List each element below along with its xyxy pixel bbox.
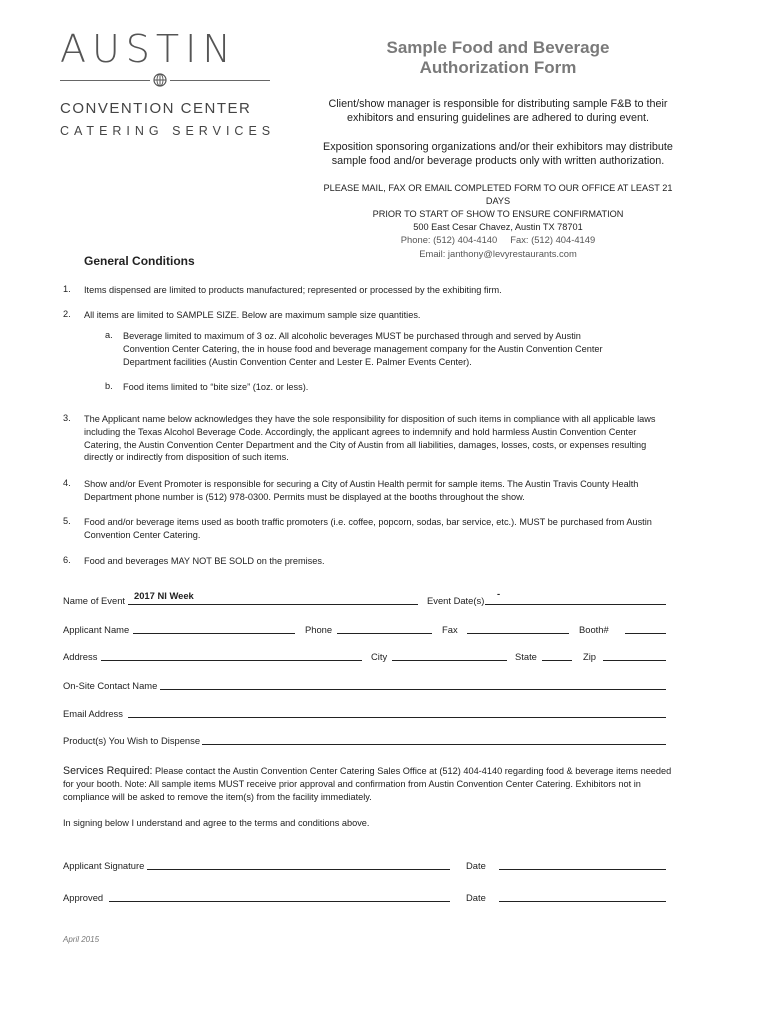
phone-field[interactable] (337, 633, 432, 634)
state-label: State (515, 651, 537, 662)
general-conditions-heading: General Conditions (84, 254, 195, 268)
address-field[interactable] (101, 660, 362, 661)
form-title-line1: Sample Food and Beverage (386, 38, 610, 57)
approved-date-field[interactable] (499, 901, 666, 902)
fax-field[interactable] (467, 633, 569, 634)
address-label: Address (63, 651, 98, 662)
logo-convention-center: CONVENTION CENTER (60, 100, 252, 117)
intro1-line1: Client/show manager is responsible for distributing sample F&B to their (328, 98, 668, 110)
condition-text: Items dispensed are limited to products manufactured; represented or processed by the exhibiting firm. (84, 285, 502, 295)
sub-condition-letter: b. (105, 381, 113, 391)
condition-number: 2. (63, 309, 71, 319)
email-address-field[interactable] (128, 717, 666, 718)
intro-paragraph-1 (318, 97, 678, 125)
condition-number: 5. (63, 516, 71, 526)
products-label: Product(s) You Wish to Dispense (63, 735, 201, 746)
approved-label: Approved (63, 892, 104, 903)
condition-text: Show and/or Event Promoter is responsible for securing a City of Austin Health permit for sample items. The Austin Travis County Health Department phone number is (512) 978-0300. Permits must be displayed at the booths throughout the show. (84, 479, 639, 502)
phone-label: Phone (305, 624, 333, 635)
services-required-text: Please contact the Austin Convention Center Catering Sales Office at (512) 404-4140 regarding food & beverage items needed for your booth. Note: All sample items MUST receive prior approval and confirmation from Austin Convention Center Catering. Exhibitors not in compliance will be asked to remove the item(s) from the facility immediately. (63, 766, 672, 803)
logo-divider-right (170, 80, 270, 81)
zip-field[interactable] (603, 660, 666, 661)
condition-number: 1. (63, 284, 71, 294)
name-of-event-value[interactable]: 2017 NI Week (134, 590, 194, 601)
event-dates-label: Event Date(s) (427, 595, 485, 606)
intro2-line1: Exposition sponsoring organizations and/or their exhibitors may distribute (323, 141, 673, 153)
approved-date-label: Date (466, 892, 486, 903)
city-field[interactable] (392, 660, 507, 661)
intro1-line2: exhibitors and ensuring guidelines are adhered to during event. (347, 112, 649, 124)
services-required-heading: Services Required: (63, 765, 153, 777)
logo-austin-text: AUSTIN (60, 27, 237, 71)
sub-condition-text: Food items limited to “bite size” (1oz. or less). (123, 382, 309, 392)
contact-info (318, 233, 678, 261)
revision-date: April 2015 (63, 935, 100, 944)
applicant-name-label: Applicant Name (63, 624, 130, 635)
name-of-event-label: Name of Event (63, 595, 126, 606)
notice-line1: PLEASE MAIL, FAX OR EMAIL COMPLETED FORM TO OUR OFFICE AT LEAST 21 DAYS (323, 183, 673, 206)
condition-text: Food and beverages MAY NOT BE SOLD on the premises. (84, 556, 325, 566)
zip-label: Zip (583, 651, 597, 662)
fax-label: Fax (442, 624, 458, 635)
services-required-paragraph (63, 765, 673, 805)
agreement-statement: In signing below I understand and agree to the terms and conditions above. (63, 818, 370, 828)
name-of-event-field[interactable] (128, 604, 418, 605)
booth-label: Booth# (579, 624, 609, 635)
applicant-signature-field[interactable] (147, 869, 450, 870)
logo-divider-left (60, 80, 150, 81)
notice-line2: PRIOR TO START OF SHOW TO ENSURE CONFIRMATION (372, 209, 624, 219)
submission-notice (318, 182, 678, 234)
condition-number: 6. (63, 555, 71, 565)
form-title (330, 38, 666, 78)
products-field[interactable] (202, 744, 666, 745)
condition-text: All items are limited to SAMPLE SIZE. Below are maximum sample size quantities. (84, 310, 421, 320)
applicant-signature-label: Applicant Signature (63, 860, 145, 871)
event-dates-value[interactable]: - (497, 588, 501, 599)
contact-email: Email: janthony@levyrestaurants.com (419, 248, 577, 259)
sub-condition-text: Beverage limited to maximum of 3 oz. All alcoholic beverages MUST be purchased through and served by Austin Convention Center Catering, the in house food and beverage management company for the Austin Convention Center Department facilities (Austin Convention Center and Lester E. Palmer Events Center). (123, 331, 603, 367)
intro-paragraph-2 (318, 140, 678, 168)
intro2-line2: sample food and/or beverage products only with written authorization. (331, 155, 665, 167)
onsite-contact-field[interactable] (160, 689, 666, 690)
signature-date-label: Date (466, 860, 486, 871)
sub-condition-letter: a. (105, 330, 113, 340)
globe-icon (153, 73, 167, 87)
condition-number: 3. (63, 413, 71, 423)
event-dates-field[interactable] (485, 604, 666, 605)
phone-fax: Phone: (512) 404-4140 Fax: (512) 404-4149 (400, 234, 596, 245)
office-address: 500 East Cesar Chavez, Austin TX 78701 (413, 222, 583, 232)
email-address-label: Email Address (63, 708, 123, 719)
applicant-name-field[interactable] (133, 633, 295, 634)
onsite-contact-label: On-Site Contact Name (63, 680, 158, 691)
city-label: City (371, 651, 388, 662)
condition-number: 4. (63, 478, 71, 488)
approved-signature-field[interactable] (109, 901, 450, 902)
state-field[interactable] (542, 660, 572, 661)
booth-field[interactable] (625, 633, 666, 634)
condition-text: The Applicant name below acknowledges they have the sole responsibility for disposition of such items in compliance with all applicable laws including the Texas Alcohol Beverage Code. Accordingly, the applicant agrees to indemnify and hold harmless Austin Convention Center Catering, the Austin Convention Center Department and the City of Austin from all liabilities, damages, losses, costs, or expenses resulting directly or indirectly from disposition of such items. (84, 414, 656, 463)
condition-text: Food and/or beverage items used as booth traffic promoters (i.e. coffee, popcorn, sodas, bar service, etc.). MUST be purchased from Austin Convention Center Catering. (84, 517, 652, 540)
form-title-line2: Authorization Form (419, 58, 577, 77)
logo-catering-services: CATERING SERVICES (60, 124, 276, 138)
signature-date-field[interactable] (499, 869, 666, 870)
